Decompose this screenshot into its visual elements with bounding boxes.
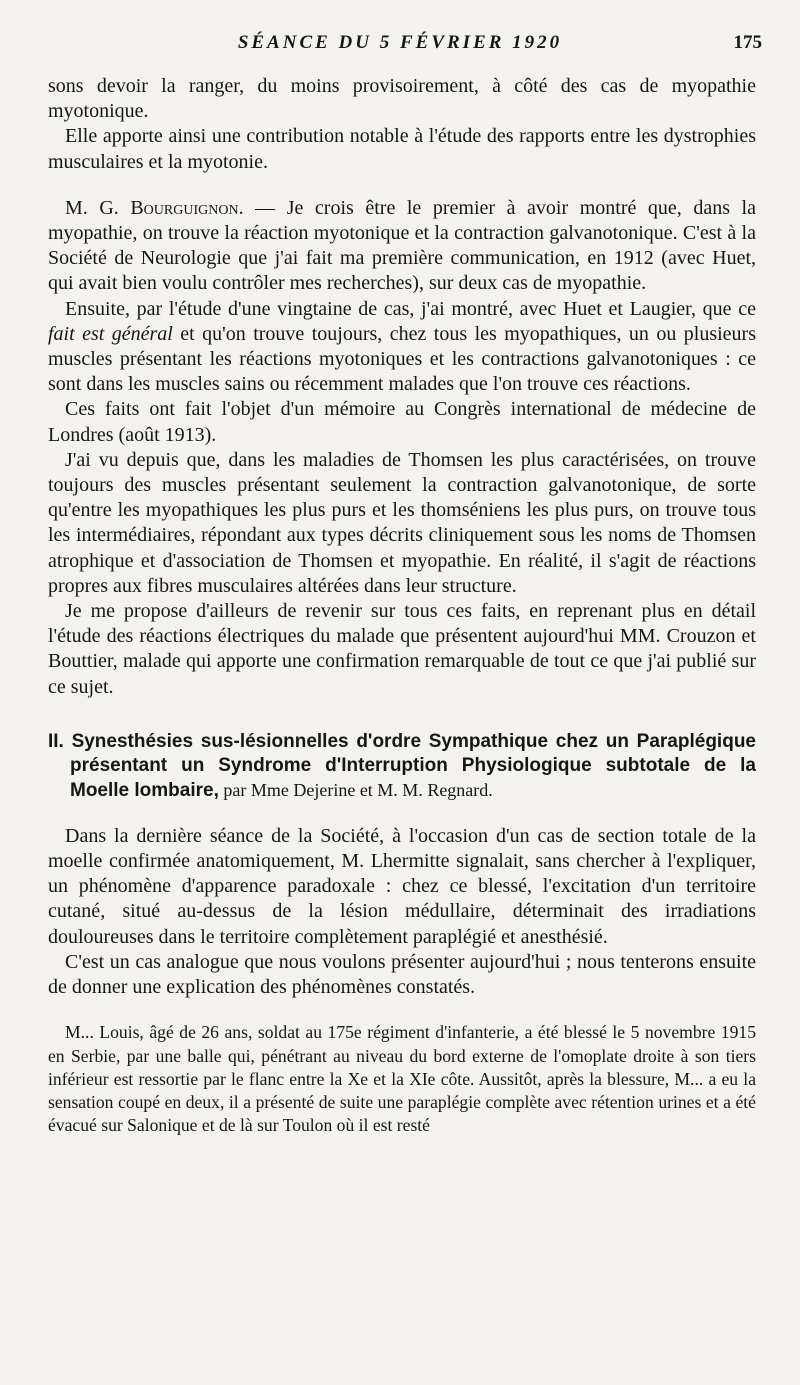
paragraph-contribution: Elle apporte ainsi une contribution notable à l'étude des rapports entre les dystrophies musculaires et la myotonie. xyxy=(48,125,756,173)
section-heading xyxy=(48,730,756,803)
paragraph-bourguignon xyxy=(48,196,756,297)
continuation-paragraph: sons devoir la ranger, du moins provisoirement, à côté des cas de myopathie myotonique. xyxy=(48,75,756,123)
paragraph-observation: M... Louis, âgé de 26 ans, soldat au 175e régiment d'infanterie, a été blessé le 5 novembre 1915 en Serbie, par une balle qui, pénétrant au niveau du bord externe de l'omoplate droite à son tiers inférieur est ressortie par le flanc entre la Xe et la XIe côte. Aussitôt, après la blessure, M... a eu la sensation coupé en deux, il a présenté de suite une paraplégie complète avec rétention urines et a été évacué sur Salonique et de là sur Toulon où il est resté xyxy=(48,1022,756,1136)
running-title: SÉANCE DU 5 FÉVRIER 1920 xyxy=(237,32,563,53)
paragraph-thomsen: J'ai vu depuis que, dans les maladies de Thomsen les plus caractérisées, on trouve toujours des muscles présentant seulement la contraction galvanotonique, de sorte qu'entre les myopathiques les plus purs et les thomséniens les plus purs, on trouve tous les intermédiaires, répondant aux types décrits cliniquement sous les noms de Thomsen atrophique et d'association de Thomsen et myopathie. En réalité, il s'agit de réactions propres aux fibres musculaires altérées dans leur structure. xyxy=(48,448,756,597)
paragraph-ensuite xyxy=(48,297,756,398)
paragraph-cas-analogue: C'est un cas analogue que nous voulons présenter aujourd'hui ; nous tenterons ensuite de donner une explication des phénomènes constatés. xyxy=(48,950,756,999)
text-run: et qu'on trouve toujours, chez tous les myopathiques, un ou plusieurs muscles présentant les réactions myotoniques et les contractions galvanotoniques : ce sont dans les muscles sains ou récemment malades que l'on trouve ces réactions. xyxy=(48,322,756,396)
section-byline: par Mme Dejerine et M. M. Regnard. xyxy=(218,779,493,800)
speaker-name: M. G. Bourguignon. xyxy=(65,196,244,219)
page-body xyxy=(48,74,756,1137)
paragraph-congres: Ces faits ont fait l'objet d'un mémoire au Congrès international de médecine de Londres (août 1913). xyxy=(48,398,756,446)
emphasis: fait est général xyxy=(48,322,173,345)
speaker-statement: — Je crois être le premier à avoir montré que, dans la myopathie, on trouve la réaction myotonique et la contraction galvanotonique. C'est à la Société de Neurologie que j'ai fait ma première communication, en 1912 (avec Huet, qui avait bien voulu contrôler mes recherches), sur deux cas de myopathie. xyxy=(48,196,756,295)
paragraph-derniere-seance: Dans la dernière séance de la Société, à l'occasion d'un cas de section totale de la moelle confirmée anatomiquement, M. Lhermitte signalait, sans chercher à l'expliquer, un phénomène d'apparence paradoxale : chez ce blessé, l'excitation d'un territoire cutané, situé au-dessus de la lésion médullaire, déterminait des irradiations douloureuses dans le territoire complètement paraplégié et anesthésié. xyxy=(48,824,756,948)
section-title: II. Synesthésies sus-lésionnelles d'ordre Sympathique chez un Paraplégique présentant un Syndrome d'Interruption Physiologique subtotale de la Moelle lombaire, xyxy=(48,730,756,801)
page-number: 175 xyxy=(733,32,762,53)
paragraph-revenir: Je me propose d'ailleurs de revenir sur tous ces faits, en reprenant plus en détail l'étude des réactions électriques du malade que présentent aujourd'hui MM. Crouzon et Bouttier, malade qui apporte une confirmation remarquable de tout ce que j'ai publié sur ce sujet. xyxy=(48,600,756,698)
running-head xyxy=(0,32,800,62)
text-run: Ensuite, par l'étude d'une vingtaine de cas, j'ai montré, avec Huet et Laugier, que ce xyxy=(65,297,756,320)
